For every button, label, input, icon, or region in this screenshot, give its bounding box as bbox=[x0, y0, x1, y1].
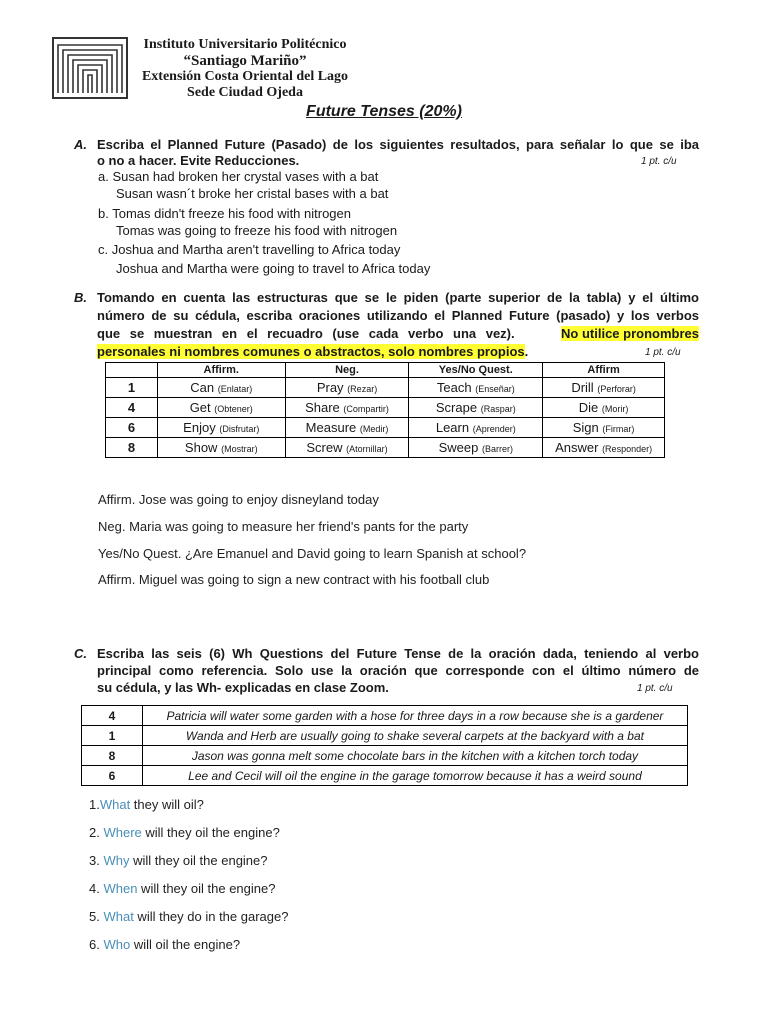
verb-cell: Enjoy (Disfrutar) bbox=[157, 418, 285, 438]
section-b-letter: B. bbox=[74, 290, 87, 305]
verb-cell: Get (Obtener) bbox=[157, 398, 285, 418]
verb-cell: Sweep (Barrer) bbox=[409, 438, 543, 458]
table-row bbox=[106, 438, 665, 458]
verb-cell: Share (Compartir) bbox=[285, 398, 409, 418]
section-b-answer: Yes/No Quest. ¿Are Emanuel and David going to learn Spanish at school? bbox=[98, 546, 527, 561]
wh-question: 2. Where will they oil the engine? bbox=[89, 825, 280, 840]
verb-cell: Die (Morir) bbox=[543, 398, 665, 418]
section-c-instruction-line3: su cédula, y las Wh- explicadas en clase Zoom. bbox=[97, 680, 389, 695]
wh-word: When bbox=[103, 881, 138, 896]
wh-word: What bbox=[99, 797, 131, 812]
table-row bbox=[106, 378, 665, 398]
row-number: 8 bbox=[106, 438, 158, 458]
section-b-answer: Affirm. Miguel was going to sign a new contract with his football club bbox=[98, 572, 490, 587]
table-row bbox=[82, 746, 688, 766]
section-a-item: Tomas was going to freeze his food with nitrogen bbox=[116, 223, 398, 238]
row-number: 4 bbox=[106, 398, 158, 418]
section-b-instruction-line2: número de su cédula, escriba oraciones utilizando el Planned Future (pasado) y los verbos bbox=[97, 308, 699, 323]
verb-cell: Show (Mostrar) bbox=[157, 438, 285, 458]
verb-cell: Learn (Aprender) bbox=[409, 418, 543, 438]
wh-word: What bbox=[103, 909, 134, 924]
wh-question: 3. Why will they oil the engine? bbox=[89, 853, 268, 868]
section-a-item: c. Joshua and Martha aren't travelling to Africa today bbox=[98, 242, 401, 257]
sentence-cell: Patricia will water some garden with a hose for three days in a row because she is a gardener bbox=[142, 706, 687, 726]
sentences-table bbox=[81, 705, 688, 786]
section-a-item: a. Susan had broken her crystal vases with a bat bbox=[98, 169, 379, 184]
table-row bbox=[106, 398, 665, 418]
section-a-instruction-line1: Escriba el Planned Future (Pasado) de los siguientes resultados, para señalar lo que se iba bbox=[97, 137, 699, 152]
table-header: Affirm bbox=[543, 363, 665, 378]
sentence-cell: Jason was gonna melt some chocolate bars in the kitchen with a kitchen torch today bbox=[142, 746, 687, 766]
section-c-instruction-line2: principal como referencia. Solo use la oración que corresponde con el último número de bbox=[97, 663, 699, 678]
section-a-item: Joshua and Martha were going to travel to Africa today bbox=[116, 261, 431, 276]
row-number: 1 bbox=[82, 726, 143, 746]
section-b-answer: Neg. Maria was going to measure her friend's pants for the party bbox=[98, 519, 469, 534]
section-c-letter: C. bbox=[74, 646, 87, 661]
section-a-points: 1 pt. c/u bbox=[641, 156, 677, 167]
verb-cell: Drill (Perforar) bbox=[543, 378, 665, 398]
section-b-period: . bbox=[524, 344, 529, 359]
row-number: 8 bbox=[82, 746, 143, 766]
section-b-highlight-warning: No utilice pronombres bbox=[561, 326, 699, 341]
section-a-item: b. Tomas didn't freeze his food with nitrogen bbox=[98, 206, 351, 221]
page-title: Future Tenses (20%) bbox=[306, 103, 462, 120]
verbs-table bbox=[105, 362, 665, 458]
row-number: 6 bbox=[106, 418, 158, 438]
table-header-empty bbox=[106, 363, 158, 378]
section-b-answer: Affirm. Jose was going to enjoy disneyland today bbox=[98, 492, 379, 507]
institution-logo-icon bbox=[52, 37, 128, 99]
row-number: 4 bbox=[82, 706, 143, 726]
verb-cell: Pray (Rezar) bbox=[285, 378, 409, 398]
section-b-instruction-line1: Tomando en cuenta las estructuras que se le piden (parte superior de la tabla) y el último bbox=[97, 290, 699, 305]
wh-question: 4. When will they oil the engine? bbox=[89, 881, 276, 896]
verb-cell: Answer (Responder) bbox=[543, 438, 665, 458]
wh-question: 6. Who will oil the engine? bbox=[89, 937, 241, 952]
section-c-points: 1 pt. c/u bbox=[637, 683, 673, 694]
section-a-letter: A. bbox=[74, 137, 87, 152]
wh-question: 5. What will they do in the garage? bbox=[89, 909, 289, 924]
table-header: Yes/No Quest. bbox=[409, 363, 543, 378]
verb-cell: Scrape (Raspar) bbox=[409, 398, 543, 418]
section-c-instruction-line1: Escriba las seis (6) Wh Questions del Future Tense de la oración dada, teniendo al verbo bbox=[97, 646, 699, 661]
row-number: 1 bbox=[106, 378, 158, 398]
section-b-instruction-line3: que se muestran en el recuadro (use cada verbo una vez). bbox=[97, 326, 515, 341]
verb-cell: Teach (Enseñar) bbox=[409, 378, 543, 398]
institution-seat: Sede Ciudad Ojeda bbox=[187, 85, 303, 100]
wh-word: Who bbox=[103, 937, 131, 952]
section-a-item: Susan wasn´t broke her cristal bases with a bat bbox=[116, 186, 389, 201]
institution-subname: “Santiago Mariño” bbox=[183, 53, 307, 69]
table-row bbox=[82, 726, 688, 746]
verb-cell: Can (Enlatar) bbox=[157, 378, 285, 398]
table-row bbox=[82, 706, 688, 726]
sentence-cell: Lee and Cecil will oil the engine in the garage tomorrow because it has a weird sound bbox=[142, 766, 687, 786]
verb-cell: Sign (Firmar) bbox=[543, 418, 665, 438]
table-row bbox=[106, 418, 665, 438]
table-row bbox=[82, 766, 688, 786]
verb-cell: Measure (Medir) bbox=[285, 418, 409, 438]
wh-word: Where bbox=[103, 825, 142, 840]
row-number: 6 bbox=[82, 766, 143, 786]
institution-extension: Extensión Costa Oriental del Lago bbox=[141, 69, 349, 84]
wh-question: 1.What they will oil? bbox=[89, 797, 204, 812]
table-header: Neg. bbox=[285, 363, 409, 378]
section-a-instruction-line2: o no a hacer. Evite Reducciones. bbox=[97, 153, 300, 168]
verb-cell: Screw (Atornillar) bbox=[285, 438, 409, 458]
institution-name: Instituto Universitario Politécnico bbox=[143, 37, 347, 52]
section-b-points: 1 pt. c/u bbox=[645, 347, 681, 358]
sentence-cell: Wanda and Herb are usually going to shake several carpets at the backyard with a bat bbox=[142, 726, 687, 746]
verbs-table-header-row bbox=[106, 363, 665, 378]
table-header: Affirm. bbox=[157, 363, 285, 378]
section-b-highlight-warning-cont: personales ni nombres comunes o abstractos, solo nombres propios bbox=[97, 344, 525, 359]
wh-word: Why bbox=[103, 853, 130, 868]
